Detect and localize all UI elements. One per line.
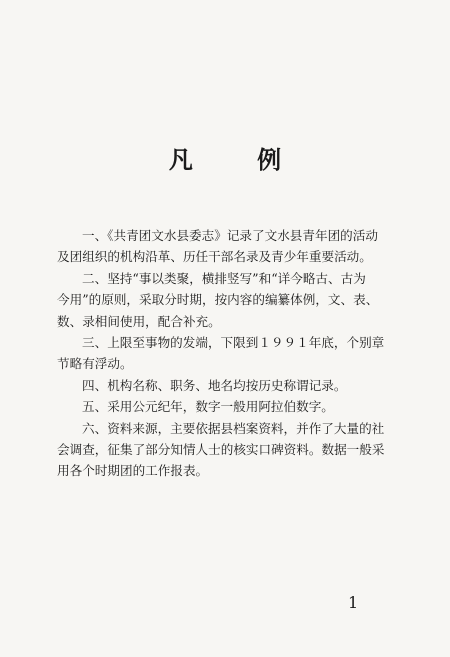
page-title: 凡 例 xyxy=(168,145,310,174)
paragraph-line: 四、机构名称、职务、地名均按历史称谓记录。 xyxy=(82,377,347,393)
paragraph-line: 数、录相间使用，配合补充。 xyxy=(57,313,221,329)
paragraph-line: 今用”的原则，采取分时期，按内容的编纂体例，文、表、 xyxy=(57,292,379,308)
paragraph-line: 三、上限至事物的发端，下限到１９９１年底，个别章 xyxy=(82,334,385,350)
paragraph-line: 用各个时期团的工作报表。 xyxy=(57,463,209,479)
guidelines-body xyxy=(57,225,397,482)
page-number: 1 xyxy=(348,593,359,612)
paragraph-line: 节略有浮动。 xyxy=(57,356,133,372)
paragraph-line: 二、坚持“事以类聚，横排竖写”和“详今略古、古为 xyxy=(82,270,366,286)
paragraph-line: 六、资料来源，主要依据县档案资料，并作了大量的社 xyxy=(82,420,385,436)
paragraph-line: 一、《共青团文水县委志》记录了文水县青年团的活动 xyxy=(82,228,378,243)
paragraph-line: 及团组织的机构沿革、历任干部名录及青少年重要活动。 xyxy=(57,249,372,265)
paragraph-line: 五、采用公元纪年，数字一般用阿拉伯数字。 xyxy=(82,399,334,415)
paragraph-line: 会调查，征集了部分知情人士的核实口碑资料。数据一般采 xyxy=(57,441,385,457)
